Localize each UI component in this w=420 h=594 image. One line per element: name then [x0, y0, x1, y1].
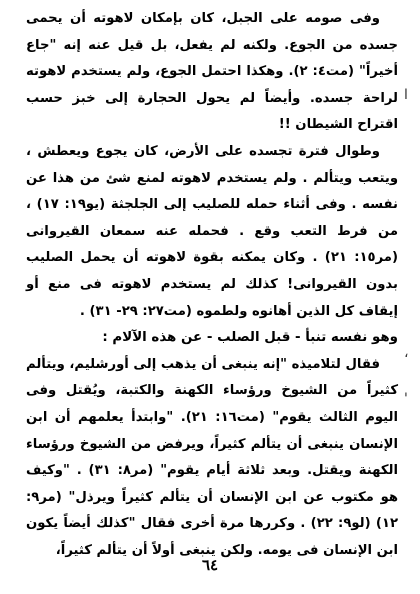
paragraph-incarnation-suffering — [26, 139, 398, 325]
text-line: ويرفض من الشيوخ ورؤساء الكهنة ويقتل. وبعد ثلاثة أيام يقوم" — [26, 436, 398, 479]
text-line: من الجوع. ولكنه لم يفعل، بل قيل عنه إنه "جاع أخيراً" (مت٤: — [26, 37, 398, 80]
text-line: أيضاً يكون ابن الإنسان فى يومه. ولكن ينبغى أولاً أن يتألم كثيراً، — [26, 516, 398, 558]
paragraph-prophecy — [26, 352, 398, 565]
text-line: ويتألم . ولم يستخدم لاهوته لمنع شئ من هذا عن نفسه . وفى أثناء — [26, 170, 398, 213]
text-line: فحمله عنه سمعان القيروانى (مر١٥: ٢١) . وكان يمكنه بقوة — [26, 223, 398, 266]
text-line: فقال لتلاميذه "إنه ينبغى أن يذهب إلى أورشليم، ويتألم كثيراً من — [26, 356, 398, 399]
page-number: ٦٤ — [201, 556, 219, 574]
section-heading: وهو نفسه تنبأ - قبل الصلب - عن هذه الآلام : — [102, 330, 398, 346]
text-line: وفى صومه على الجبل، كان بإمكان لاهوته أن يحمى جسده — [26, 11, 398, 53]
text-line: (مت١٦: ٢١). "وابتدأ يعلمهم أن ابن الإنسان ينبغى أن يتألم كثيراً، — [26, 409, 399, 452]
text-line: فى منع أو إيقاف كل الذين أهانوه ولطموه (مت٢٧: ٢٩- ٣١) . — [26, 276, 398, 319]
text-line: الشيوخ ورؤساء الكهنة والكتبة، ويُقتل وفى اليوم الثالث يقوم" — [26, 383, 399, 425]
text-line: (مر٨: ٣١) . "وكيف هو مكتوب عن ابن الإنسان أن يتألم كثيراً — [26, 463, 398, 505]
text-line: ويرذل" (مر٩: ١٢) (لو٩: ٢٢) . وكررها مرة أخرى فقال "كذلك — [26, 489, 398, 532]
paragraph-fasting — [26, 6, 398, 139]
margin-mark: ، — [404, 345, 409, 361]
text-line: لاهوته أن يحمل الصليب بدون القيروانى! كذلك لم يستخدم لاهوته — [26, 250, 398, 292]
text-line: لم يحول الحجارة إلى خبز حسب اقتراح الشيطان !! — [26, 90, 398, 133]
text-line: وطوال فترة تجسده على الأرض، كان يجوع ويعطش ، ويتعب — [26, 143, 399, 186]
page-body-text — [26, 6, 398, 564]
margin-mark: ' — [404, 391, 408, 407]
text-line: ٢). وهكذا احتمل الجوع، ولم يستخدم لاهوته لراحة جسده. وأيضاً — [26, 64, 399, 106]
text-line: حمله للصليب إلى الجلجثة (يو١٩: ١٧) ، من فرط التعب وقع . — [26, 197, 399, 239]
margin-mark: ا — [404, 87, 408, 103]
